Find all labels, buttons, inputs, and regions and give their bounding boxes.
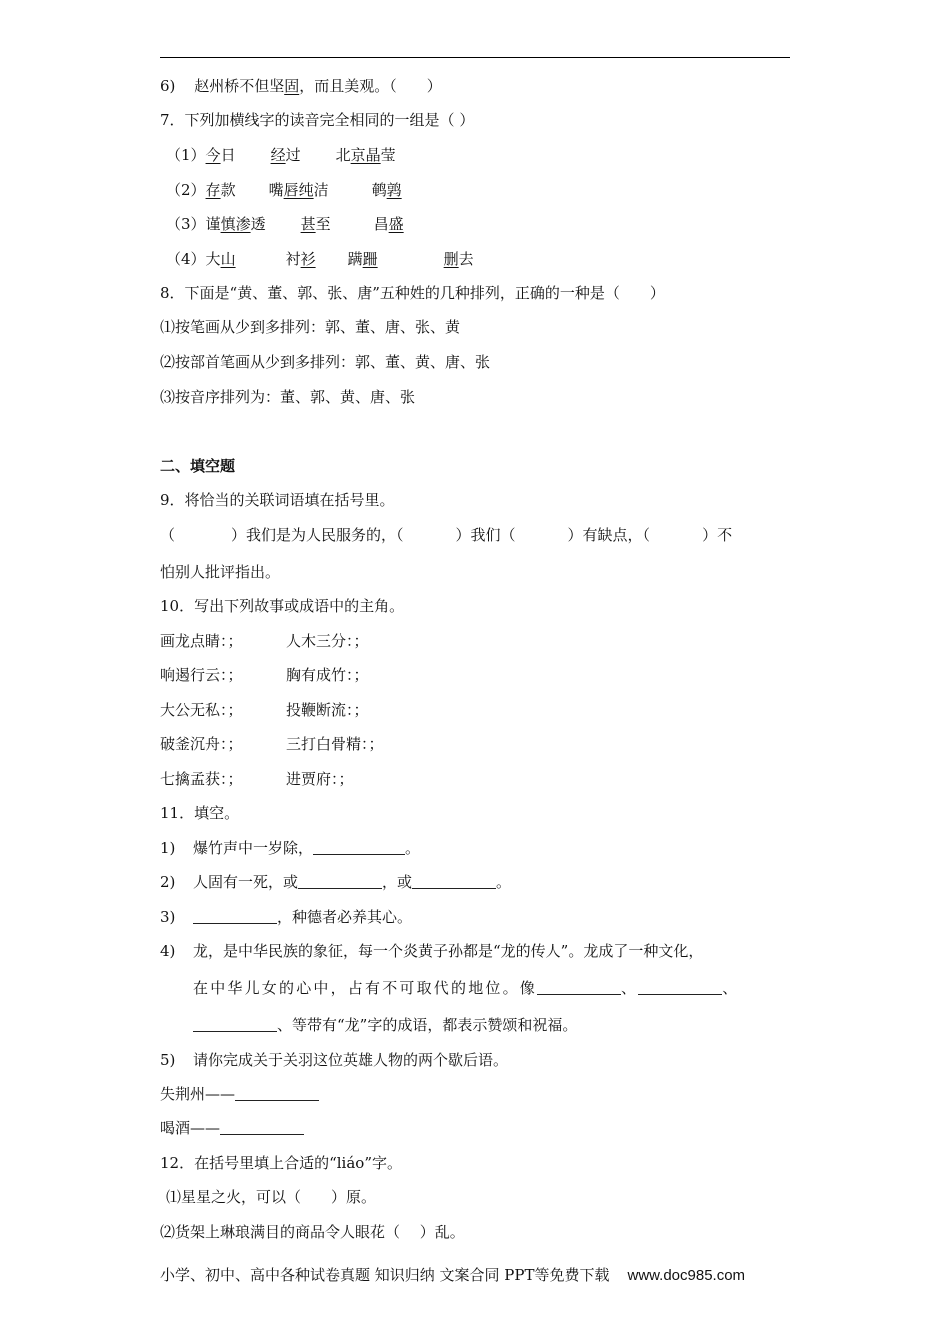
header-rule: [160, 57, 790, 58]
text: 过: [285, 146, 301, 164]
underlined-char: 衫: [300, 250, 316, 268]
answer-blank[interactable]: [412, 874, 496, 889]
question-7-stem: 7．下列加横线字的读音完全相同的一组是（ ）: [160, 111, 475, 129]
item-number: 5): [160, 1051, 176, 1069]
answer-blank[interactable]: [220, 1120, 304, 1135]
text: 至: [315, 215, 331, 233]
text: ，或: [382, 873, 413, 891]
text: 衬: [285, 250, 301, 268]
text: 大: [205, 250, 221, 268]
underlined-char: 盛: [388, 215, 404, 233]
fill-item-4-line-3: [193, 1015, 577, 1035]
underlined-char: 今: [205, 146, 221, 164]
text: （: [160, 526, 176, 544]
fill-item-4-line-2: [193, 978, 739, 998]
text: ，而且美观。（ ）: [299, 77, 442, 95]
text: ）不: [702, 526, 733, 544]
text: 莹: [380, 146, 396, 164]
fill-item-5: [160, 1050, 508, 1070]
idiom-row: [160, 631, 369, 651]
question-7-option-2: [166, 180, 402, 200]
fill-item-4: [160, 941, 703, 961]
text: 失荆州——: [160, 1085, 236, 1103]
underlined-char: 京晶: [350, 146, 381, 164]
option-number: （3）: [166, 215, 206, 233]
option-number: （1）: [166, 146, 206, 164]
text: ）我们（: [455, 526, 516, 544]
underlined-char: 甚: [300, 215, 316, 233]
answer-blank[interactable]: [638, 980, 722, 995]
question-9-line-1: [160, 525, 732, 545]
xiehouyu-2: [160, 1118, 304, 1138]
question-7-option-3: [166, 214, 404, 234]
text: 龙，是中华民族的象征，每一个炎黄子孙都是“龙的传人”。龙成了一种文化，: [193, 942, 704, 960]
underlined-char: 经: [270, 146, 286, 164]
idiom-item: 画龙点睛：；: [160, 632, 243, 650]
question-8-option-3: ⑶按音序排列为：董、郭、黄、唐、张: [160, 388, 416, 406]
text: 。: [496, 873, 512, 891]
idiom-item: 七擒孟获：；: [160, 770, 243, 788]
text: 日: [220, 146, 236, 164]
underlined-char: 存: [205, 181, 221, 199]
idiom-row: [160, 769, 354, 789]
idiom-item: 人木三分：；: [286, 632, 369, 650]
question-11-stem: 11．填空。: [160, 804, 240, 822]
text: 去: [458, 250, 474, 268]
idiom-item: 大公无私：；: [160, 701, 243, 719]
question-12-option-1: ⑴星星之火，可以（ ）原。: [166, 1188, 377, 1206]
text: ）有缺点，（: [567, 526, 651, 544]
text: ）我们是为人民服务的，（: [231, 526, 404, 544]
text: 赵州桥不但坚: [194, 77, 285, 95]
item-number: 6): [160, 77, 176, 95]
option-number: （4）: [166, 250, 206, 268]
text: 洁: [313, 181, 329, 199]
underlined-char: 删: [443, 250, 459, 268]
text: 、: [722, 979, 740, 997]
xiehouyu-1: [160, 1084, 319, 1104]
item-number: 2): [160, 873, 176, 891]
underlined-char: 跚: [362, 250, 378, 268]
question-10-stem: 10．写出下列故事或成语中的主角。: [160, 597, 405, 615]
question-12-option-2: ⑵货架上琳琅满目的商品令人眼花（ ）乱。: [160, 1223, 465, 1241]
underlined-char: 固: [284, 77, 300, 95]
underlined-char: 唇纯: [283, 181, 314, 199]
answer-blank[interactable]: [298, 874, 382, 889]
idiom-item: 胸有成竹：；: [286, 666, 369, 684]
answer-blank[interactable]: [193, 909, 277, 924]
idiom-row: [160, 665, 369, 685]
text: 请你完成关于关羽这位英雄人物的两个歇后语。: [193, 1051, 509, 1069]
idiom-row: [160, 734, 384, 754]
text: 昌: [373, 215, 389, 233]
idiom-item: 投鞭断流：；: [286, 701, 369, 719]
text: ，种德者必养其心。: [277, 908, 413, 926]
item-number: 1): [160, 839, 176, 857]
option-number: （2）: [166, 181, 206, 199]
fill-item-2: [160, 872, 511, 892]
question-9-line-2: 怕别人批评指出。: [160, 563, 281, 581]
text: 、: [621, 979, 639, 997]
answer-blank[interactable]: [235, 1086, 319, 1101]
answer-blank[interactable]: [193, 1017, 277, 1032]
text: 北: [335, 146, 351, 164]
text: 鹌: [371, 181, 387, 199]
footer: [160, 1265, 790, 1286]
footer-link[interactable]: www.doc985.com: [627, 1267, 746, 1284]
text: 蹒: [347, 250, 363, 268]
idiom-item: 破釜沉舟：；: [160, 735, 243, 753]
underlined-char: 山: [220, 250, 236, 268]
text: 、等带有“龙”字的成语，都表示赞颂和祝福。: [277, 1016, 578, 1034]
section-title: 二、填空题: [160, 457, 236, 475]
text: 在中华儿女的心中，占有不可取代的地位。像: [193, 979, 538, 997]
underlined-char: 鹑: [386, 181, 402, 199]
question-7-option-1: [166, 145, 396, 165]
text: 谨: [205, 215, 221, 233]
question-6: [160, 76, 442, 96]
item-number: 4): [160, 942, 176, 960]
underlined-char: 慎渗: [220, 215, 251, 233]
text: 爆竹声中一岁除，: [193, 839, 314, 857]
text: 款: [220, 181, 236, 199]
text: 透: [250, 215, 266, 233]
question-8-option-2: ⑵按部首笔画从少到多排列：郭、董、黄、唐、张: [160, 353, 491, 371]
answer-blank[interactable]: [313, 840, 405, 855]
idiom-item: 响遏行云：；: [160, 666, 243, 684]
question-9-stem: 9．将恰当的关联词语填在括号里。: [160, 491, 395, 509]
idiom-row: [160, 700, 369, 720]
answer-blank[interactable]: [537, 980, 621, 995]
idiom-item: 进贾府：；: [286, 770, 354, 788]
text: 人固有一死，或: [193, 873, 299, 891]
item-number: 3): [160, 908, 176, 926]
idiom-item: 三打白骨精：；: [286, 735, 384, 753]
text: 喝酒——: [160, 1119, 221, 1137]
question-12-stem: 12．在括号里填上合适的“liáo”字。: [160, 1154, 402, 1172]
fill-item-3: [160, 907, 412, 927]
question-7-option-4: [166, 249, 474, 269]
footer-text: 小学、初中、高中各种试卷真题 知识归纳 文案合同 PPT等免费下载: [160, 1266, 610, 1284]
text: 。: [405, 839, 421, 857]
text: 嘴: [268, 181, 284, 199]
question-8-option-1: ⑴按笔画从少到多排列：郭、董、唐、张、黄: [160, 318, 461, 336]
fill-item-1: [160, 838, 420, 858]
question-8-stem: 8．下面是“黄、董、郭、张、唐”五种姓的几种排列，正确的一种是（ ）: [160, 284, 665, 302]
